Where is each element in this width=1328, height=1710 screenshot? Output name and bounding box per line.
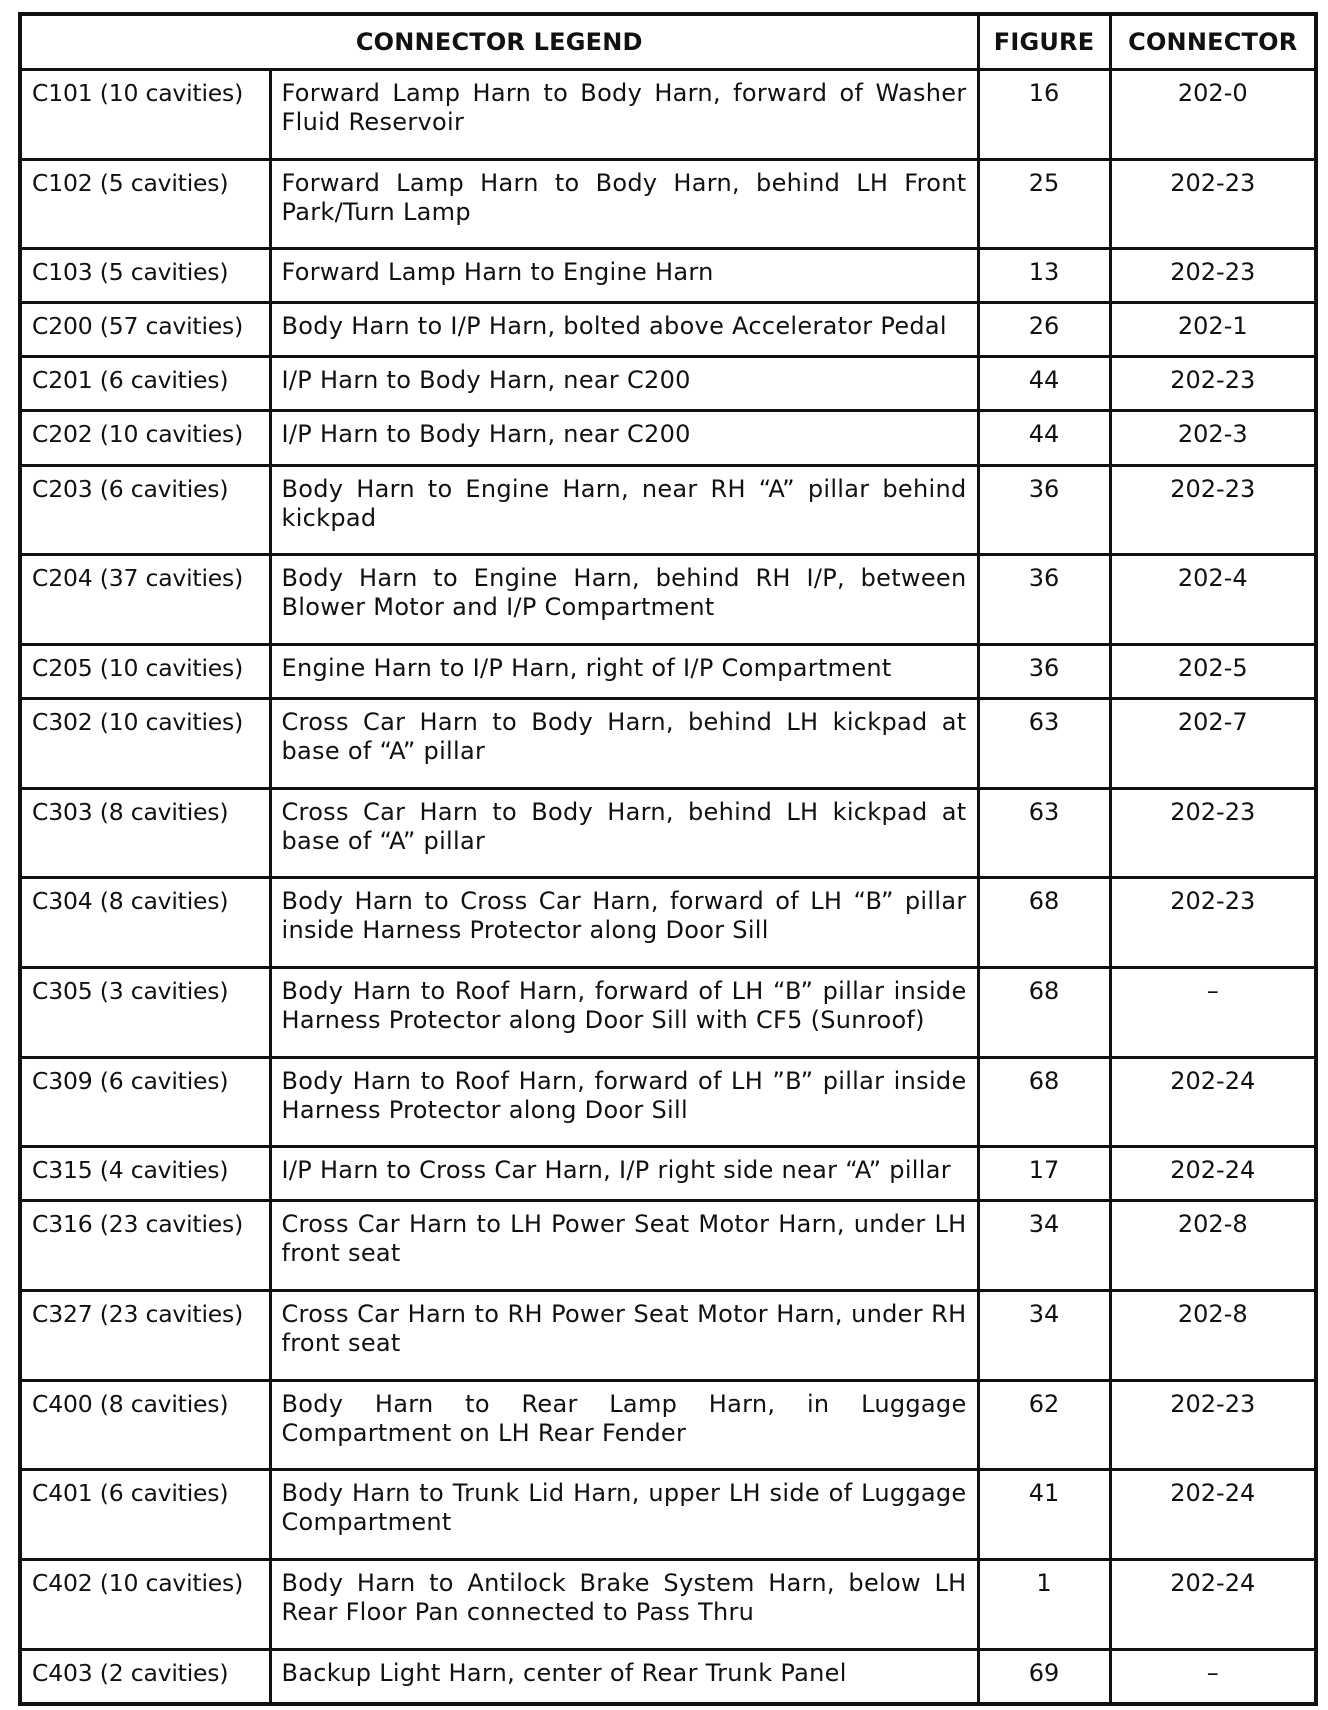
table-row: [20, 1291, 1316, 1381]
connector-cell: 202-24: [1110, 1147, 1316, 1201]
table-row: [20, 70, 1316, 160]
table-row: [20, 1649, 1316, 1704]
table-row: [20, 698, 1316, 788]
figure-cell: 25: [978, 159, 1110, 249]
description-cell: Body Harn to Antilock Brake System Harn, below LH Rear Floor Pan connected to Pass Thru: [270, 1560, 978, 1650]
connector-cell: 202-8: [1110, 1291, 1316, 1381]
connector-cell: 202-7: [1110, 698, 1316, 788]
connector-cell: 202-23: [1110, 1380, 1316, 1470]
connector-cell: –: [1110, 1649, 1316, 1704]
description-cell: Body Harn to Roof Harn, forward of LH “B” pillar inside Harness Protector along Door Sill with CF5 (Sunroof): [270, 967, 978, 1057]
connector-id-cell: C203 (6 cavities): [20, 465, 270, 555]
table-row: [20, 1560, 1316, 1650]
figure-cell: 34: [978, 1291, 1110, 1381]
figure-cell: 69: [978, 1649, 1110, 1704]
connector-cell: 202-23: [1110, 159, 1316, 249]
header-connector: CONNECTOR: [1110, 14, 1316, 70]
connector-id-cell: C101 (10 cavities): [20, 70, 270, 160]
figure-cell: 36: [978, 465, 1110, 555]
figure-cell: 36: [978, 644, 1110, 698]
connector-id-cell: C302 (10 cavities): [20, 698, 270, 788]
connector-cell: 202-24: [1110, 1560, 1316, 1650]
figure-cell: 68: [978, 1057, 1110, 1147]
description-cell: Body Harn to Cross Car Harn, forward of LH “B” pillar inside Harness Protector along Door Sill: [270, 878, 978, 968]
table-row: [20, 465, 1316, 555]
connector-id-cell: C327 (23 cavities): [20, 1291, 270, 1381]
connector-cell: 202-5: [1110, 644, 1316, 698]
header-figure: FIGURE: [978, 14, 1110, 70]
description-cell: Body Harn to Engine Harn, behind RH I/P, between Blower Motor and I/P Compartment: [270, 555, 978, 645]
description-cell: I/P Harn to Cross Car Harn, I/P right side near “A” pillar: [270, 1147, 978, 1201]
figure-cell: 36: [978, 555, 1110, 645]
table-row: [20, 555, 1316, 645]
description-cell: Body Harn to Trunk Lid Harn, upper LH side of Luggage Compartment: [270, 1470, 978, 1560]
figure-cell: 62: [978, 1380, 1110, 1470]
description-cell: Cross Car Harn to Body Harn, behind LH kickpad at base of “A” pillar: [270, 788, 978, 878]
header-row: [20, 14, 1316, 70]
connector-id-cell: C201 (6 cavities): [20, 357, 270, 411]
connector-id-cell: C303 (8 cavities): [20, 788, 270, 878]
connector-cell: 202-4: [1110, 555, 1316, 645]
table-row: [20, 878, 1316, 968]
figure-cell: 26: [978, 303, 1110, 357]
table-row: [20, 411, 1316, 465]
connector-id-cell: C400 (8 cavities): [20, 1380, 270, 1470]
description-cell: Cross Car Harn to RH Power Seat Motor Harn, under RH front seat: [270, 1291, 978, 1381]
figure-cell: 13: [978, 249, 1110, 303]
connector-id-cell: C401 (6 cavities): [20, 1470, 270, 1560]
connector-cell: –: [1110, 967, 1316, 1057]
connector-id-cell: C304 (8 cavities): [20, 878, 270, 968]
description-cell: Engine Harn to I/P Harn, right of I/P Compartment: [270, 644, 978, 698]
connector-id-cell: C102 (5 cavities): [20, 159, 270, 249]
description-cell: Forward Lamp Harn to Engine Harn: [270, 249, 978, 303]
connector-id-cell: C402 (10 cavities): [20, 1560, 270, 1650]
table-row: [20, 357, 1316, 411]
connector-id-cell: C205 (10 cavities): [20, 644, 270, 698]
connector-id-cell: C202 (10 cavities): [20, 411, 270, 465]
connector-id-cell: C309 (6 cavities): [20, 1057, 270, 1147]
connector-cell: 202-8: [1110, 1201, 1316, 1291]
table-row: [20, 1380, 1316, 1470]
table-row: [20, 303, 1316, 357]
table-row: [20, 1057, 1316, 1147]
table-header: [20, 14, 1316, 70]
figure-cell: 68: [978, 878, 1110, 968]
table-row: [20, 249, 1316, 303]
description-cell: Backup Light Harn, center of Rear Trunk Panel: [270, 1649, 978, 1704]
figure-cell: 17: [978, 1147, 1110, 1201]
figure-cell: 63: [978, 788, 1110, 878]
connector-id-cell: C204 (37 cavities): [20, 555, 270, 645]
figure-cell: 44: [978, 357, 1110, 411]
connector-cell: 202-1: [1110, 303, 1316, 357]
connector-legend-table: [18, 12, 1318, 1706]
table-row: [20, 159, 1316, 249]
figure-cell: 44: [978, 411, 1110, 465]
table-row: [20, 967, 1316, 1057]
figure-cell: 34: [978, 1201, 1110, 1291]
table-row: [20, 1470, 1316, 1560]
table-body: [20, 70, 1316, 1705]
table-row: [20, 1201, 1316, 1291]
connector-cell: 202-23: [1110, 249, 1316, 303]
figure-cell: 68: [978, 967, 1110, 1057]
connector-id-cell: C316 (23 cavities): [20, 1201, 270, 1291]
connector-cell: 202-24: [1110, 1470, 1316, 1560]
connector-cell: 202-23: [1110, 788, 1316, 878]
connector-id-cell: C103 (5 cavities): [20, 249, 270, 303]
connector-id-cell: C200 (57 cavities): [20, 303, 270, 357]
description-cell: Cross Car Harn to Body Harn, behind LH kickpad at base of “A” pillar: [270, 698, 978, 788]
connector-cell: 202-23: [1110, 465, 1316, 555]
table-row: [20, 788, 1316, 878]
description-cell: I/P Harn to Body Harn, near C200: [270, 357, 978, 411]
description-cell: Body Harn to I/P Harn, bolted above Accelerator Pedal: [270, 303, 978, 357]
figure-cell: 41: [978, 1470, 1110, 1560]
connector-cell: 202-3: [1110, 411, 1316, 465]
description-cell: Body Harn to Roof Harn, forward of LH ”B” pillar inside Harness Protector along Door Sill: [270, 1057, 978, 1147]
connector-cell: 202-23: [1110, 357, 1316, 411]
connector-id-cell: C403 (2 cavities): [20, 1649, 270, 1704]
description-cell: Forward Lamp Harn to Body Harn, behind LH Front Park/Turn Lamp: [270, 159, 978, 249]
description-cell: Forward Lamp Harn to Body Harn, forward of Washer Fluid Reservoir: [270, 70, 978, 160]
connector-cell: 202-0: [1110, 70, 1316, 160]
figure-cell: 16: [978, 70, 1110, 160]
connector-id-cell: C305 (3 cavities): [20, 967, 270, 1057]
connector-cell: 202-24: [1110, 1057, 1316, 1147]
figure-cell: 1: [978, 1560, 1110, 1650]
table-row: [20, 644, 1316, 698]
figure-cell: 63: [978, 698, 1110, 788]
table-row: [20, 1147, 1316, 1201]
connector-cell: 202-23: [1110, 878, 1316, 968]
header-connector-legend: CONNECTOR LEGEND: [20, 14, 978, 70]
description-cell: Cross Car Harn to LH Power Seat Motor Harn, under LH front seat: [270, 1201, 978, 1291]
description-cell: I/P Harn to Body Harn, near C200: [270, 411, 978, 465]
description-cell: Body Harn to Engine Harn, near RH “A” pillar behind kickpad: [270, 465, 978, 555]
description-cell: Body Harn to Rear Lamp Harn, in Luggage Compartment on LH Rear Fender: [270, 1380, 978, 1470]
connector-id-cell: C315 (4 cavities): [20, 1147, 270, 1201]
